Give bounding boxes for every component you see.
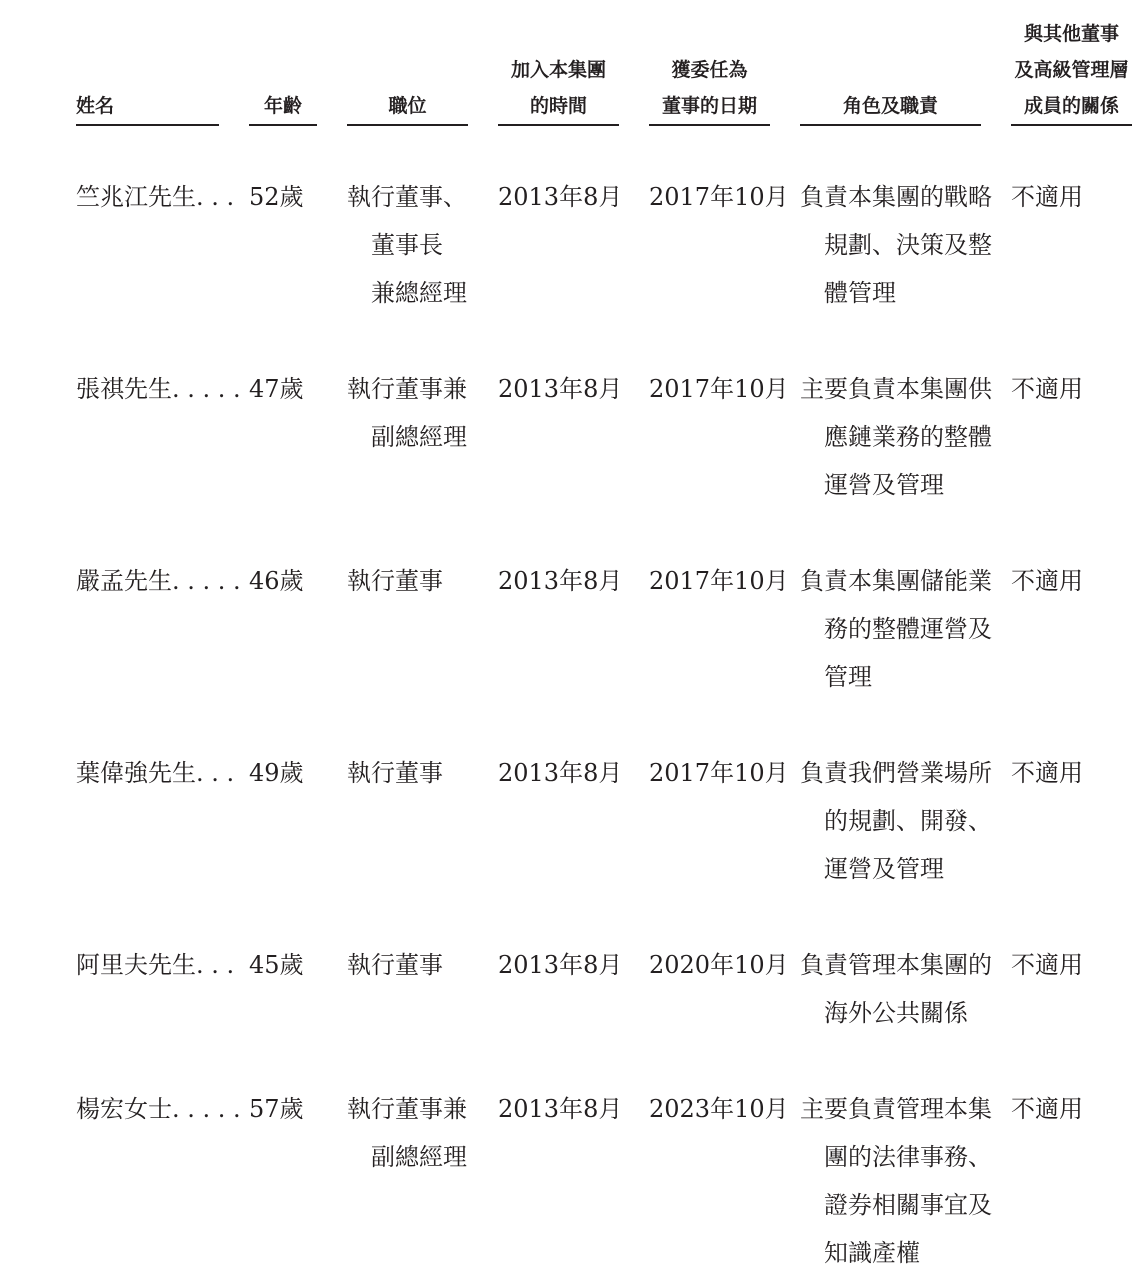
header-relationship-line-1: 與其他董事 (1023, 23, 1119, 45)
cell-appointed: 2020年10月 (649, 951, 789, 979)
cell-joined: 2013年8月 (498, 567, 623, 595)
header-rule-relationship (1011, 124, 1132, 126)
header-position (347, 88, 468, 124)
cell-position (347, 1085, 467, 1181)
roles-line: 體管理 (824, 279, 896, 307)
position-line: 兼總經理 (371, 279, 467, 307)
cell-roles (800, 557, 992, 701)
position-line: 執行董事 (347, 567, 443, 595)
position-line: 執行董事 (347, 759, 443, 787)
header-roles (800, 88, 981, 124)
cell-name: 竺兆江先生. . . (76, 183, 235, 211)
roles-line: 負責本集團的戰略 (800, 183, 992, 211)
roles-line: 證券相關事宜及 (824, 1191, 992, 1219)
cell-relationship: 不適用 (1011, 759, 1083, 787)
cell-position (347, 173, 467, 317)
roles-line: 務的整體運營及 (824, 615, 992, 643)
header-rule-roles (800, 124, 981, 126)
cell-joined: 2013年8月 (498, 1095, 623, 1123)
position-line: 副總經理 (371, 1143, 467, 1171)
header-name-line: 姓名 (76, 95, 115, 117)
cell-relationship: 不適用 (1011, 375, 1083, 403)
header-rule-name (76, 124, 219, 126)
cell-relationship: 不適用 (1011, 567, 1083, 595)
cell-name: 葉偉強先生. . . (76, 759, 235, 787)
header-position-line: 職位 (388, 95, 427, 117)
header-joined-line-1: 加入本集團 (510, 59, 606, 81)
header-joined (498, 52, 619, 124)
cell-roles (800, 365, 992, 509)
cell-relationship: 不適用 (1011, 951, 1083, 979)
header-relationship-line-3: 成員的關係 (1023, 95, 1119, 117)
cell-position (347, 557, 443, 605)
roles-line: 負責管理本集團的 (800, 951, 992, 979)
cell-name: 楊宏女士. . . . . (76, 1095, 241, 1123)
header-rule-age (249, 124, 317, 126)
roles-line: 主要負責管理本集 (800, 1095, 992, 1123)
cell-age: 57歲 (249, 1095, 304, 1123)
cell-appointed: 2017年10月 (649, 759, 789, 787)
header-joined-line-2: 的時間 (529, 95, 587, 117)
roles-line: 應鏈業務的整體 (824, 423, 992, 451)
roles-line: 管理 (824, 663, 872, 691)
cell-name: 阿里夫先生. . . (76, 951, 235, 979)
cell-relationship: 不適用 (1011, 1095, 1083, 1123)
cell-age: 45歲 (249, 951, 304, 979)
position-line: 執行董事、 (347, 183, 467, 211)
roles-line: 負責我們營業場所 (800, 759, 992, 787)
cell-position (347, 941, 443, 989)
roles-line: 主要負責本集團供 (800, 375, 992, 403)
cell-age: 46歲 (249, 567, 304, 595)
cell-age: 49歲 (249, 759, 304, 787)
cell-appointed: 2017年10月 (649, 375, 789, 403)
cell-name: 張祺先生. . . . . (76, 375, 241, 403)
header-age-line: 年齡 (263, 95, 302, 117)
header-appointed (649, 52, 770, 124)
cell-roles (800, 1085, 992, 1277)
roles-line: 團的法律事務、 (824, 1143, 992, 1171)
cell-position (347, 365, 467, 461)
header-appointed-line-1: 獲委任為 (671, 59, 748, 81)
cell-roles (800, 749, 992, 893)
header-relationship (1011, 16, 1132, 124)
position-line: 執行董事兼 (347, 375, 467, 403)
cell-joined: 2013年8月 (498, 951, 623, 979)
roles-line: 運營及管理 (824, 855, 944, 883)
cell-appointed: 2023年10月 (649, 1095, 789, 1123)
cell-joined: 2013年8月 (498, 183, 623, 211)
header-age (249, 88, 317, 124)
cell-roles (800, 173, 992, 317)
cell-joined: 2013年8月 (498, 375, 623, 403)
cell-appointed: 2017年10月 (649, 567, 789, 595)
header-rule-position (347, 124, 468, 126)
cell-roles (800, 941, 992, 1037)
cell-appointed: 2017年10月 (649, 183, 789, 211)
header-rule-joined (498, 124, 619, 126)
cell-position (347, 749, 443, 797)
cell-age: 52歲 (249, 183, 304, 211)
roles-line: 負責本集團儲能業 (800, 567, 992, 595)
roles-line: 運營及管理 (824, 471, 944, 499)
roles-line: 海外公共關係 (824, 999, 968, 1027)
header-roles-line: 角色及職責 (842, 95, 938, 117)
header-appointed-line-2: 董事的日期 (661, 95, 757, 117)
position-line: 執行董事 (347, 951, 443, 979)
roles-line: 規劃、決策及整 (824, 231, 992, 259)
position-line: 執行董事兼 (347, 1095, 467, 1123)
cell-joined: 2013年8月 (498, 759, 623, 787)
cell-name: 嚴孟先生. . . . . (76, 567, 241, 595)
roles-line: 的規劃、開發、 (824, 807, 992, 835)
cell-age: 47歲 (249, 375, 304, 403)
cell-relationship: 不適用 (1011, 183, 1083, 211)
roles-line: 知識產權 (824, 1239, 920, 1267)
position-line: 副總經理 (371, 423, 467, 451)
header-relationship-line-2: 及高級管理層 (1014, 59, 1129, 81)
header-rule-appointed (649, 124, 770, 126)
header-name (76, 88, 114, 124)
position-line: 董事長 (371, 231, 443, 259)
